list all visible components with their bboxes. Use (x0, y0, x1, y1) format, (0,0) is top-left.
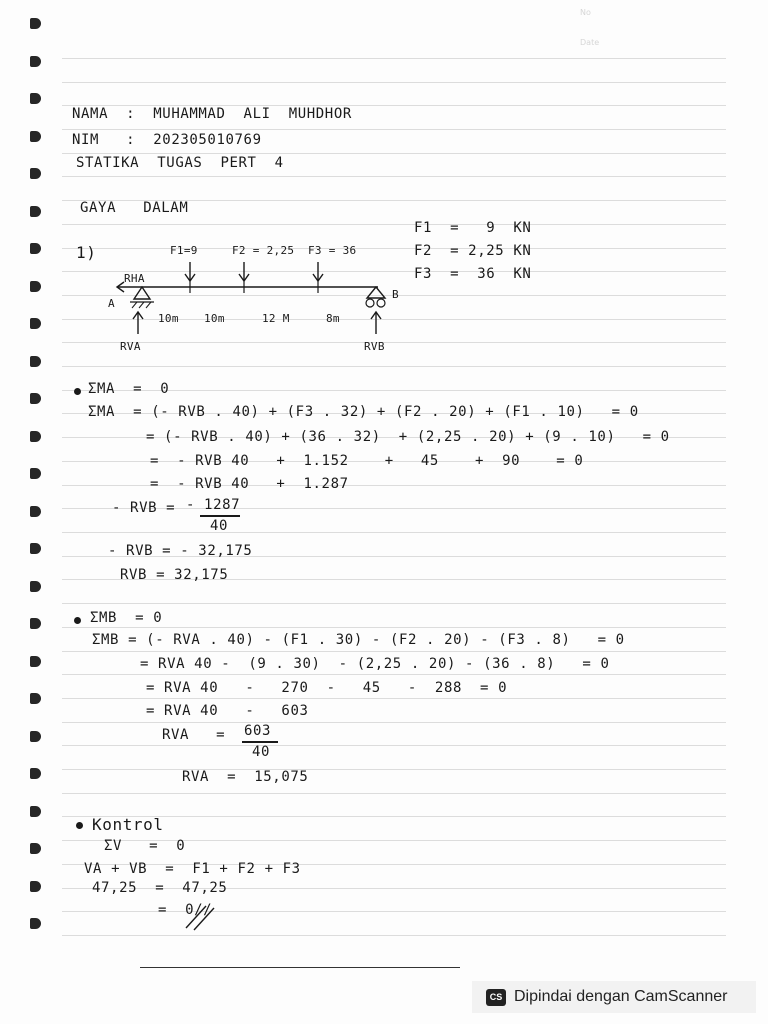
section-title: GAYA DALAM (80, 200, 189, 216)
sum-ma-line-3: = - RVB 40 + 1.152 + 45 + 90 = 0 (150, 453, 584, 469)
sum-ma-frac-den: 40 (210, 518, 229, 534)
load-label-f2: F2 = 2,25 (232, 244, 295, 257)
sum-mb-line-3: = RVA 40 - 270 - 45 - 288 = 0 (146, 680, 508, 696)
support-a-label: A (108, 297, 115, 310)
student-nim: NIM : 202305010769 (72, 132, 262, 148)
sum-ma-frac-lhs: - RVB = (112, 500, 176, 516)
sum-ma-line-2: = (- RVB . 40) + (36 . 32) + (2,25 . 20) + (9 . 10) = 0 (146, 429, 670, 445)
date-label: Date (580, 38, 600, 47)
camscanner-badge (472, 981, 756, 1013)
sum-ma-title: ΣMA = 0 (88, 381, 170, 397)
fraction-bar (242, 741, 278, 743)
camscanner-logo-icon: CS (486, 989, 506, 1006)
roller-wheel-icon (366, 299, 374, 307)
sum-mb-frac-lhs: RVA = (162, 727, 226, 743)
sum-mb-result: RVA = 15,075 (182, 769, 309, 785)
sum-ma-line-1: ΣMA = (- RVB . 40) + (F3 . 32) + (F2 . 20) + (F1 . 10) = 0 (88, 404, 639, 420)
bullet-dot (74, 617, 81, 624)
roller-wheel-icon (377, 299, 385, 307)
fraction-bar (200, 515, 240, 517)
span-label-3: 12 M (262, 312, 290, 325)
rva-label: RVA (120, 340, 141, 353)
kontrol-title: Kontrol (92, 815, 164, 834)
kontrol-line-2: VA + VB = F1 + F2 + F3 (84, 861, 301, 877)
sum-mb-title: ΣMB = 0 (90, 610, 163, 626)
support-b-label: B (392, 288, 399, 301)
sum-mb-frac-den: 40 (252, 744, 271, 760)
pin-support-icon (134, 287, 150, 299)
camscanner-label: Dipindai dengan CamScanner (514, 988, 728, 1005)
sum-mb-line-2: = RVA 40 - (9 . 30) - (2,25 . 20) - (36 . 8) = 0 (140, 656, 610, 672)
sum-mb-line-4: = RVA 40 - 603 (146, 703, 309, 719)
load-label-f3: F3 = 36 (308, 244, 357, 257)
problem-number: 1) (76, 243, 97, 262)
student-name: NAMA : MUHAMMAD ALI MUHDHOR (72, 106, 352, 122)
sum-ma-result-1: - RVB = - 32,175 (108, 543, 253, 559)
span-label-2: 10m (204, 312, 225, 325)
sum-ma-result-2: RVB = 32,175 (120, 567, 229, 583)
bullet-dot (74, 388, 81, 395)
sum-mb-frac-num: 603 (244, 723, 272, 739)
sum-ma-frac-num: - 1287 (186, 497, 241, 513)
span-label-1: 10m (158, 312, 179, 325)
force-f2-value: F2 = 2,25 KN (414, 243, 532, 259)
force-f1-value: F1 = 9 KN (414, 220, 532, 236)
sum-ma-line-4: = - RVB 40 + 1.287 (150, 476, 349, 492)
rvb-label: RVB (364, 340, 385, 353)
kontrol-line-1: ΣV = 0 (104, 838, 186, 854)
load-label-f1: F1=9 (170, 244, 198, 257)
sum-mb-line-1: ΣMB = (- RVA . 40) - (F1 . 30) - (F2 . 20) - (F3 . 8) = 0 (92, 632, 625, 648)
force-f3-value: F3 = 36 KN (414, 266, 532, 282)
kontrol-line-3: 47,25 = 47,25 (92, 880, 228, 896)
course-title: STATIKA TUGAS PERT 4 (76, 155, 284, 171)
bullet-dot (76, 822, 83, 829)
roller-support-icon (367, 287, 385, 298)
kontrol-line-4: = 0// (158, 902, 213, 918)
no-label: No (580, 8, 591, 17)
rha-label: RHA (124, 272, 145, 285)
span-label-4: 8m (326, 312, 340, 325)
footer-line (140, 967, 460, 968)
